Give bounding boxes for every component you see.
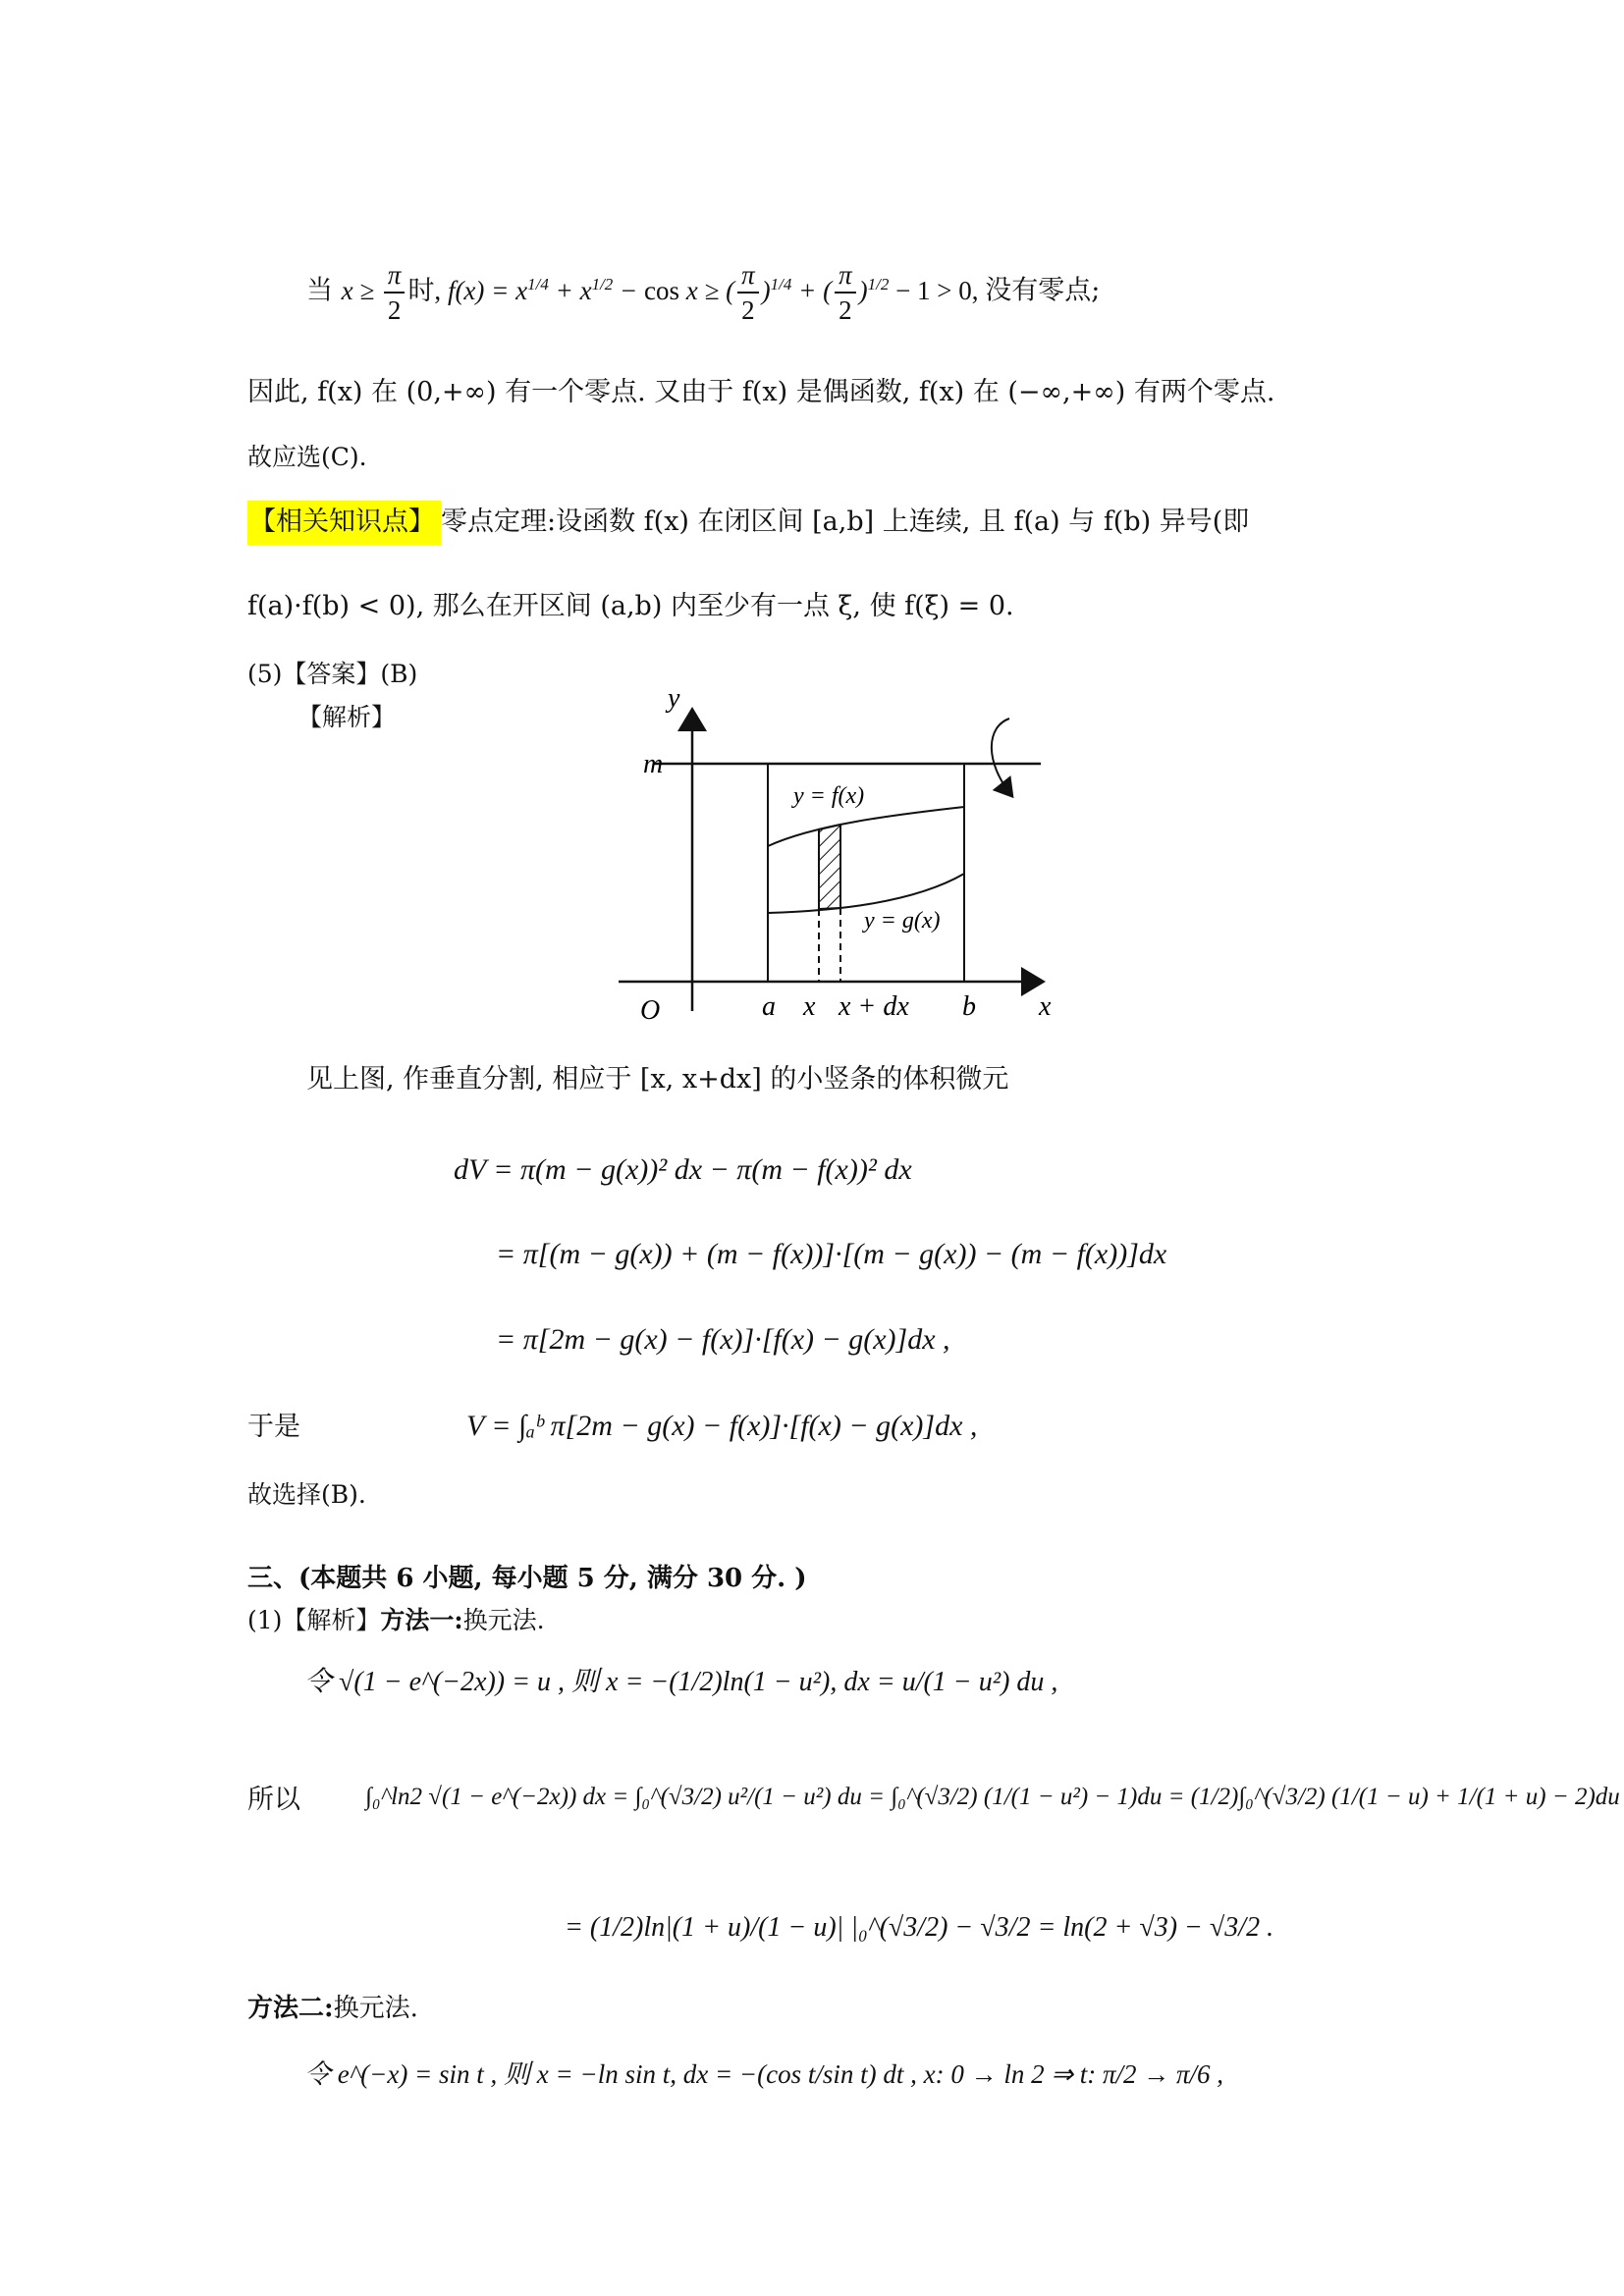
label-x-axis: x xyxy=(1039,991,1052,1022)
substitution-2: 令 e^(−x) = sin t , 则 x = −ln sin t, dx = −(cos t/sin t) dt , x: 0 → ln 2 ⇒ t: π/2 → π/6 , xyxy=(304,2059,1224,2089)
part-1-header xyxy=(247,1608,545,1632)
method-2-suffix: 换元法. xyxy=(333,1994,418,2023)
curve-g xyxy=(768,874,964,913)
line-1 xyxy=(306,261,1100,325)
substitution-1: 令 √(1 − e^(−2x)) = u , 则 x = −(1/2)ln(1 − u²), dx = u/(1 − u²) du , xyxy=(304,1667,1058,1697)
part-1-suffix: 换元法. xyxy=(462,1606,545,1634)
line-3: 故应选(C). xyxy=(247,443,367,471)
label-m: m xyxy=(643,749,664,779)
equation-4-label: 于是 xyxy=(247,1412,300,1442)
result-line: = (1/2)ln|(1 + u)/(1 − u)| |₀^(√3/2) − √3/2 = ln(2 + √3) − √3/2 . xyxy=(565,1912,1274,1943)
part-1-prefix: (1)【解析】 xyxy=(247,1606,381,1634)
line-5: f(a)·f(b) < 0), 那么在开区间 (a,b) 内至少有一点 ξ, 使 f(ξ) = 0. xyxy=(247,591,1014,621)
line-4 xyxy=(247,508,1249,535)
method-2-header xyxy=(247,1996,418,2021)
rotation-arrow xyxy=(992,719,1011,795)
label-a: a xyxy=(762,991,776,1022)
method-2-label: 方法二: xyxy=(247,1994,334,2023)
line-1-math: x ≥ $\frac{\pi}{2}$ 时, $f(x) = x^{1/4} + x^{1/2} - \cos x$ ≥ ( $\frac{\pi}{2}$ )$^{1/4}$ + ( $\frac{\pi}{2}$ )$^{1/2}$ − 1 > 0, xyxy=(341,260,979,326)
label-xdx: x + dx xyxy=(839,991,909,1022)
equation-2: = π[(m − g(x)) + (m − f(x))]·[(m − g(x)) − (m − f(x))]dx xyxy=(496,1238,1167,1270)
line-6: (5)【答案】(B) xyxy=(247,660,418,688)
volume-figure xyxy=(599,677,1110,1031)
line-4-text: 零点定理:设函数 f(x) 在闭区间 [a,b] 上连续, 且 f(a) 与 f(b) 异号(即 xyxy=(441,507,1250,537)
line-8: 见上图, 作垂直分割, 相应于 [x, x+dx] 的小竖条的体积微元 xyxy=(306,1064,1009,1095)
label-y: y xyxy=(668,683,680,714)
line-9: 故选择(B). xyxy=(247,1480,366,1509)
curve-f xyxy=(768,807,964,846)
line-1-prefix: 当 xyxy=(306,275,333,306)
line-2: 因此, f(x) 在 (0,+∞) 有一个零点. 又由于 f(x) 是偶函数, f(x) 在 (−∞,+∞) 有两个零点. xyxy=(247,377,1275,407)
label-x: x xyxy=(803,991,816,1022)
equation-1: dV = π(m − g(x))² dx − π(m − f(x))² dx xyxy=(454,1153,912,1186)
equation-4: V = ∫ₐᵇ π[2m − g(x) − f(x)]·[f(x) − g(x)]dx , xyxy=(466,1410,978,1442)
label-b: b xyxy=(962,991,976,1022)
equation-3: = π[2m − g(x) − f(x)]·[f(x) − g(x)]dx , xyxy=(496,1323,950,1356)
integral-line: ∫₀^ln2 √(1 − e^(−2x)) dx = ∫₀^(√3/2) u²/(1 − u²) du = ∫₀^(√3/2) (1/(1 − u²) − 1)du = (1/2)∫₀^(√3/2) (1/(1 − u) + 1/(1 + u) − 2)du xyxy=(365,1784,1620,1810)
line-7: 【解析】 xyxy=(298,703,397,731)
line-1-suffix: 没有零点; xyxy=(985,275,1101,306)
hatched-strip xyxy=(819,825,840,909)
so-label: 所以 xyxy=(247,1785,300,1815)
method-1-label: 方法一: xyxy=(380,1606,463,1634)
knowledge-tag: 【相关知识点】 xyxy=(247,501,441,545)
label-o: O xyxy=(640,995,661,1026)
label-g: y = g(x) xyxy=(864,908,941,934)
label-f: y = f(x) xyxy=(793,783,865,809)
section-3-title: 三、(本题共 6 小题, 每小题 5 分, 满分 30 分. ) xyxy=(247,1564,807,1593)
